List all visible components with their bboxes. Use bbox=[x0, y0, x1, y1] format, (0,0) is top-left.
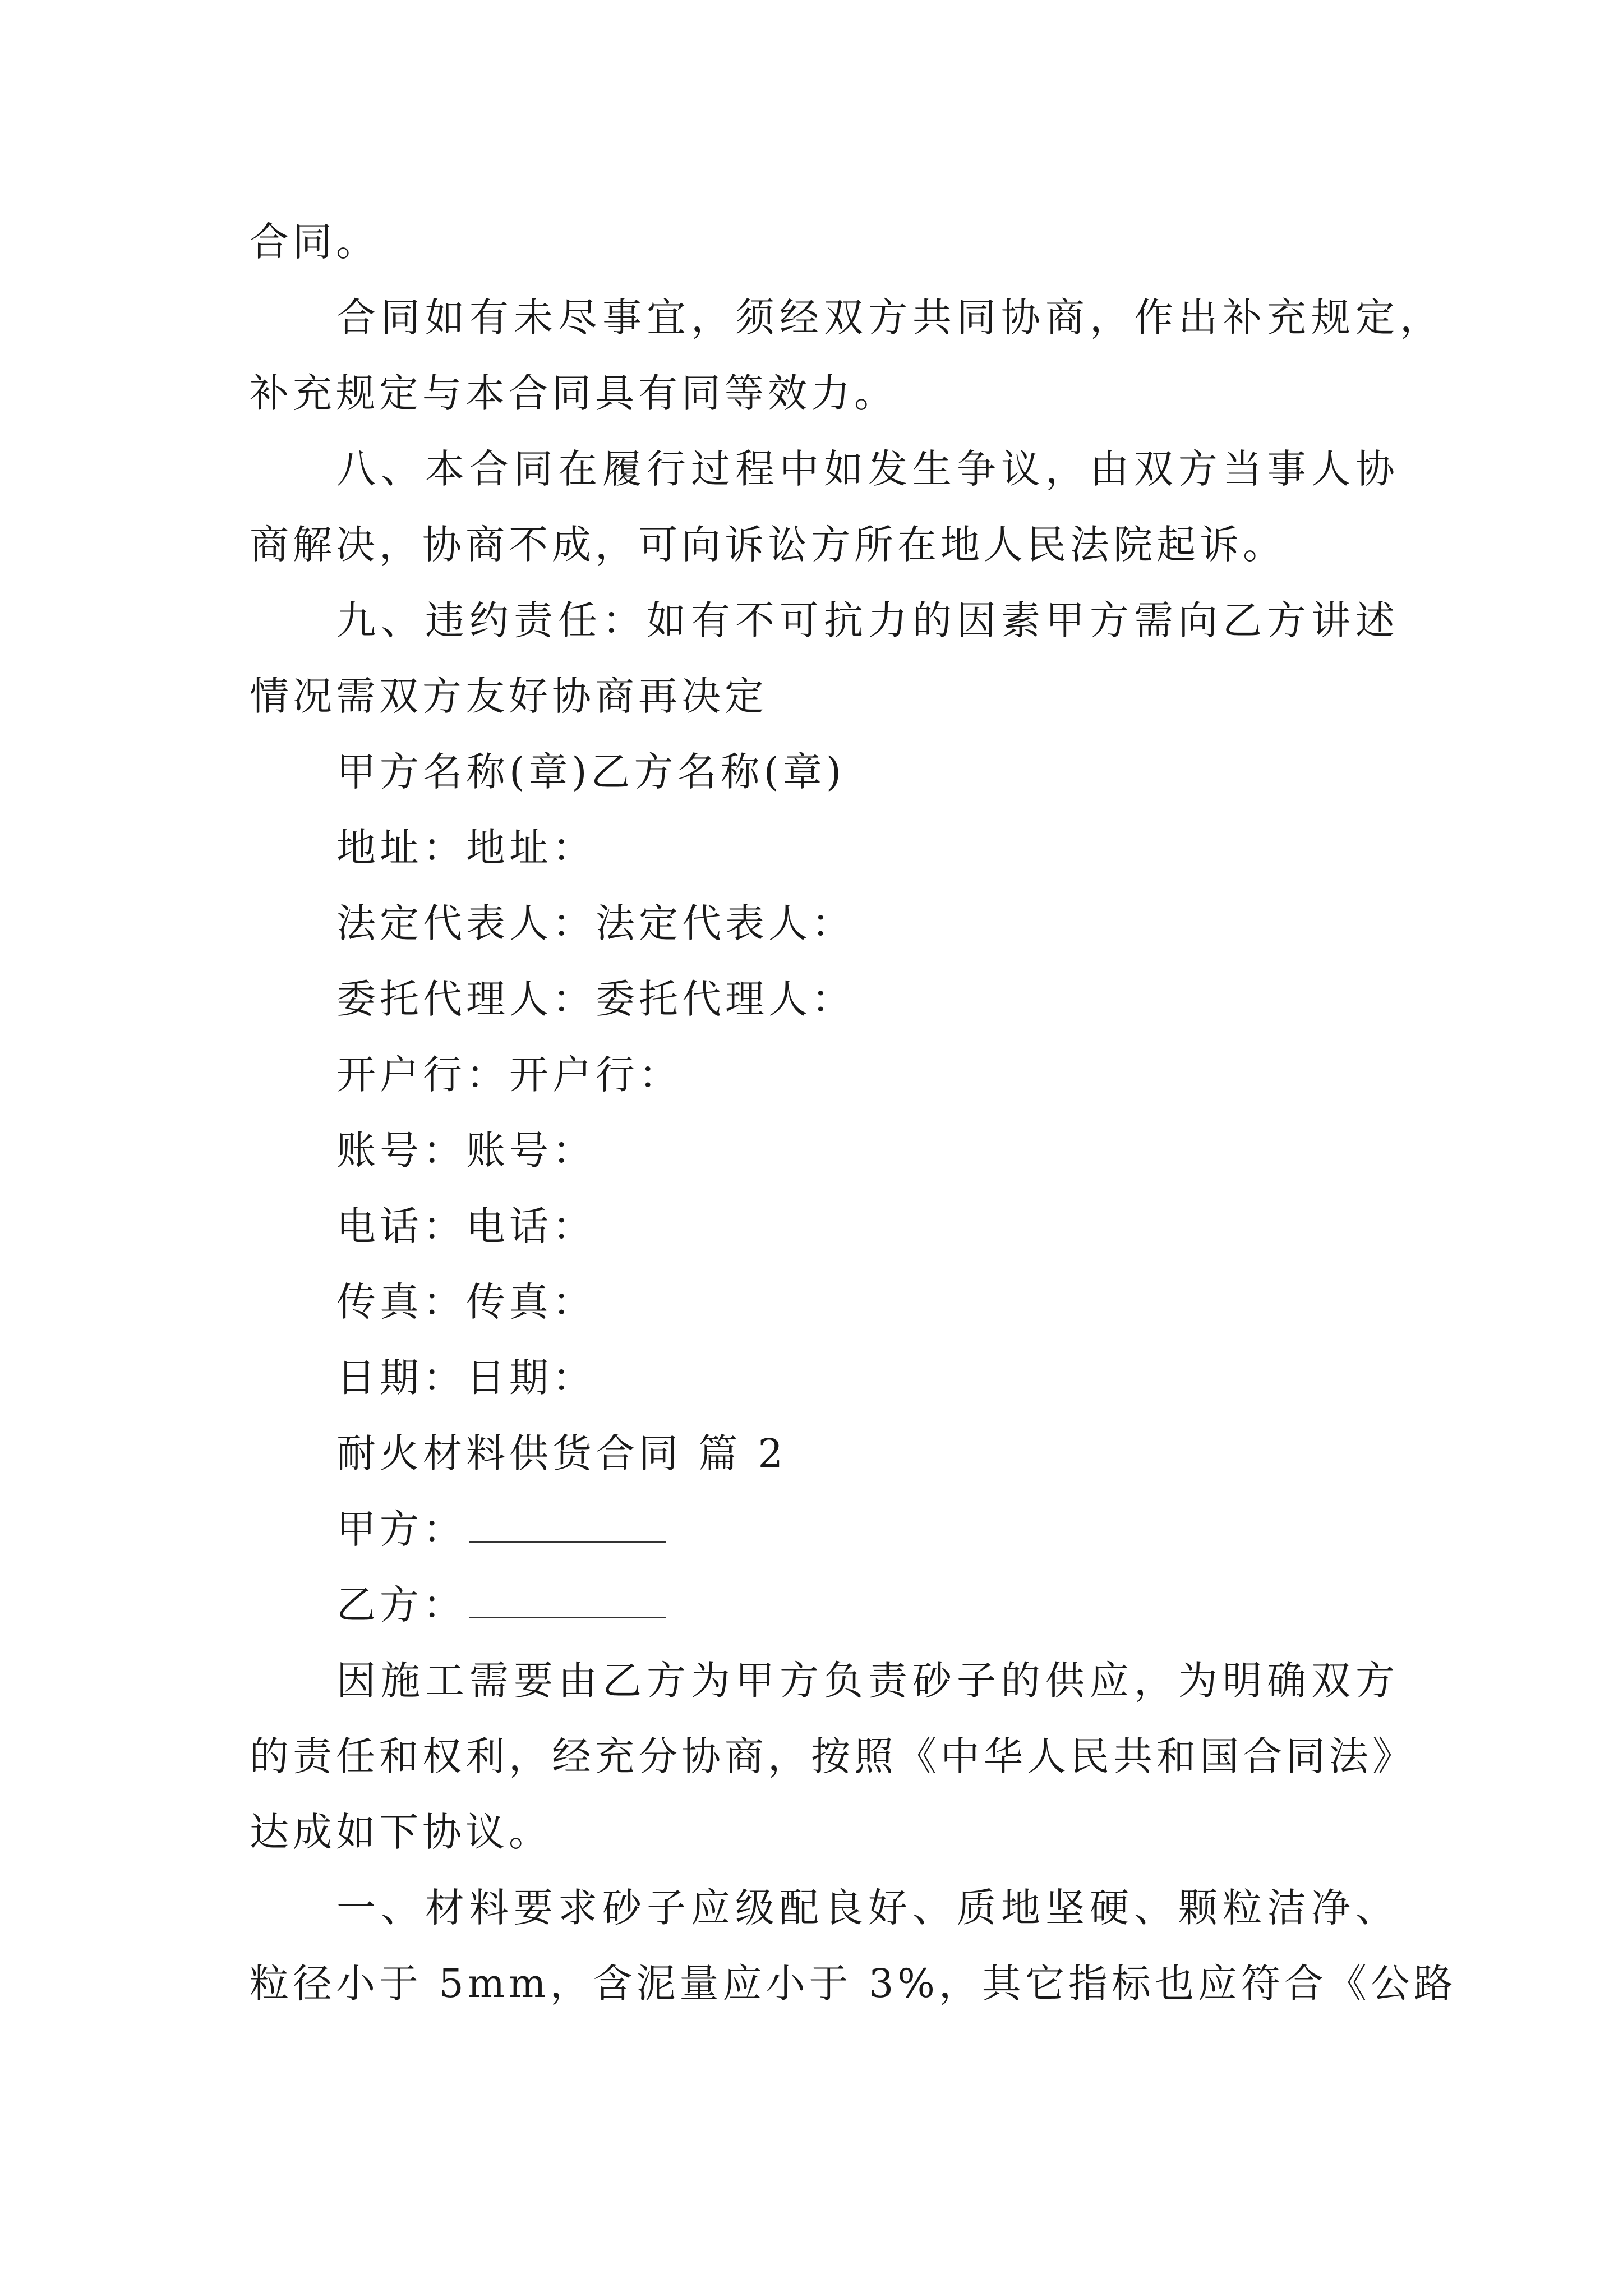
date-line: 日期：日期： bbox=[336, 1355, 596, 1401]
text-line: 一、材料要求砂子应级配良好、质地坚硬、颗粒洁净、 bbox=[336, 1885, 1400, 1931]
text-line: 商解决，协商不成，可向诉讼方所在地人民法院起诉。 bbox=[250, 522, 1286, 568]
party-a-blank bbox=[469, 1507, 666, 1543]
party-b-line bbox=[336, 1579, 666, 1631]
party-a-label: 甲方： bbox=[336, 1506, 466, 1552]
text-line: 合同。 bbox=[250, 219, 379, 265]
fax-line: 传真：传真： bbox=[336, 1279, 596, 1325]
text-line: 补充规定与本合同具有同等效力。 bbox=[250, 370, 897, 416]
section-heading: 耐火材料供货合同 篇 2 bbox=[336, 1430, 787, 1476]
party-b-blank bbox=[469, 1583, 666, 1618]
bank-line: 开户行：开户行： bbox=[336, 1052, 682, 1098]
phone-line: 电话：电话： bbox=[336, 1203, 596, 1249]
account-line: 账号：账号： bbox=[336, 1128, 596, 1174]
legal-representative-line: 法定代表人：法定代表人： bbox=[336, 900, 855, 946]
party-b-label: 乙方： bbox=[336, 1582, 466, 1628]
party-a-line bbox=[336, 1503, 666, 1555]
signature-party-names: 甲方名称(章)乙方名称(章) bbox=[336, 749, 846, 795]
text-line: 九、违约责任：如有不可抗力的因素甲方需向乙方讲述 bbox=[336, 597, 1400, 643]
text-line: 的责任和权利，经充分协商，按照《中华人民共和国合同法》 bbox=[250, 1733, 1415, 1779]
address-line: 地址：地址： bbox=[336, 825, 596, 871]
agent-line: 委托代理人：委托代理人： bbox=[336, 976, 855, 1022]
text-line: 粒径小于 5mm，含泥量应小于 3%，其它指标也应符合《公路 bbox=[250, 1961, 1457, 2007]
text-line: 情况需双方友好协商再决定 bbox=[250, 673, 768, 719]
text-line: 八、本合同在履行过程中如发生争议，由双方当事人协 bbox=[336, 446, 1400, 492]
text-line: 合同如有未尽事宜，须经双方共同协商，作出补充规定， bbox=[336, 295, 1444, 341]
text-line: 达成如下协议。 bbox=[250, 1809, 552, 1855]
text-line: 因施工需要由乙方为甲方负责砂子的供应，为明确双方 bbox=[336, 1658, 1400, 1704]
